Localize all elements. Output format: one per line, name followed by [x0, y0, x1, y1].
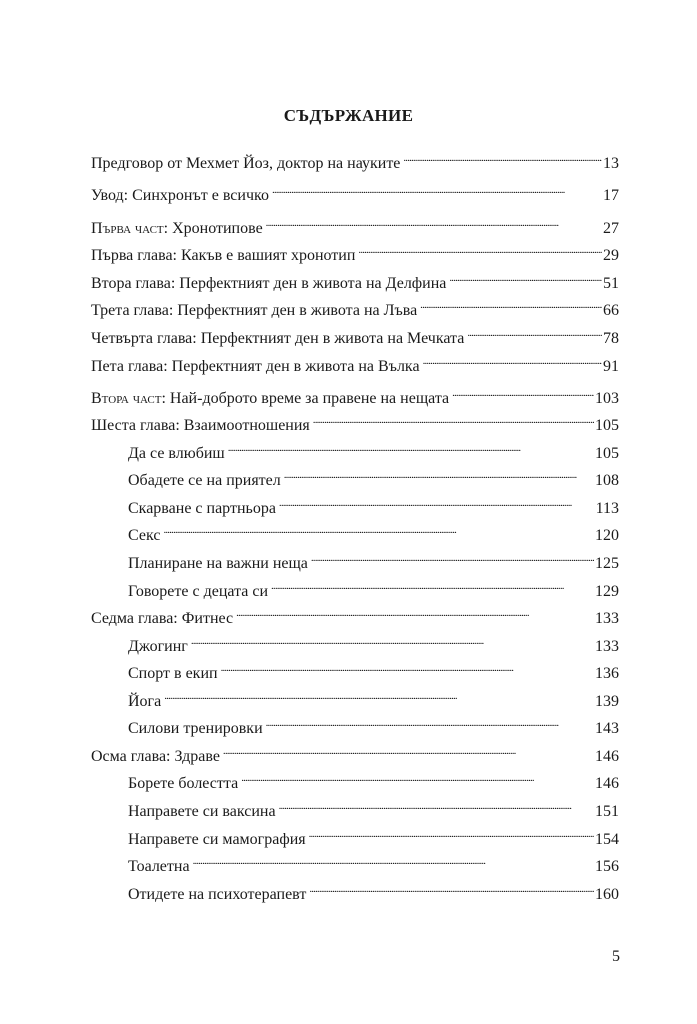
toc-subentry: [128, 774, 619, 794]
dot-leader: [309, 885, 594, 899]
dot-leader: [358, 246, 602, 260]
toc-entry-page: 27: [603, 220, 619, 237]
dot-leader: [241, 774, 594, 788]
toc-entry-label: Седма глава: Фитнес: [91, 610, 234, 627]
toc-entry-page: 133: [595, 638, 619, 655]
toc-entry: [91, 329, 619, 349]
toc-entry-page: 146: [595, 775, 619, 792]
toc-subentry: [128, 526, 619, 546]
dot-leader: [163, 526, 594, 540]
toc-entry: [91, 416, 619, 436]
toc-entry: [91, 389, 619, 409]
dot-leader: [279, 499, 595, 513]
toc-entry: [91, 186, 619, 206]
toc-entry-label: Направете си ваксина: [128, 803, 276, 820]
toc-entry-label: Спорт в екип: [128, 665, 218, 682]
toc-entry-label: Предговор от Мехмет Йоз, доктор на науките: [91, 155, 401, 172]
toc-entry-label: Секс: [128, 527, 161, 544]
toc-entry-page: 17: [603, 187, 619, 204]
dot-leader: [191, 637, 594, 651]
toc-entry: [91, 301, 619, 321]
toc-entry-label: Осма глава: Здраве: [91, 748, 220, 765]
toc-entry: [91, 357, 619, 377]
toc-entry-page: 129: [595, 583, 619, 600]
toc-entry-label: [91, 219, 263, 239]
dot-leader: [313, 416, 594, 430]
toc-subentry: [128, 664, 619, 684]
toc-entry-page: 151: [595, 803, 619, 820]
toc-entry: [91, 274, 619, 294]
toc-entry-label: Пета глава: Перфектният ден в живота на Вълка: [91, 358, 420, 375]
toc-entry-label: Да се влюбиш: [128, 445, 225, 462]
toc-entry: [91, 609, 619, 629]
toc-subentry: [128, 857, 619, 877]
dot-leader: [228, 444, 594, 458]
toc-entry-page: 160: [595, 886, 619, 903]
toc-entry-page: 133: [595, 610, 619, 627]
dot-leader: [423, 357, 602, 371]
toc-entry-page: 139: [595, 693, 619, 710]
toc-entry-label: Шеста глава: Взаимоотношения: [91, 417, 310, 434]
toc-entry-label: Йога: [128, 693, 162, 710]
toc-entry-label: Силови тренировки: [128, 720, 263, 737]
toc-entry-page: 103: [595, 390, 619, 407]
dot-leader: [223, 747, 594, 761]
page-title: СЪДЪРЖАНИЕ: [283, 106, 414, 125]
toc-entry-label: Трета глава: Перфектният ден в живота на Лъва: [91, 302, 418, 319]
dot-leader: [452, 389, 594, 403]
dot-leader: [403, 154, 602, 168]
toc-entry-page: 66: [603, 302, 619, 319]
toc-subentry: [128, 719, 619, 739]
dot-leader: [284, 471, 594, 485]
toc-entry-page: 125: [595, 555, 619, 572]
toc-subentry: [128, 802, 619, 822]
toc-subentry: [128, 554, 619, 574]
toc-entry-page: 156: [595, 858, 619, 875]
toc-entry-page: 29: [603, 247, 619, 264]
toc-subentry: [128, 499, 619, 519]
part-title: : Хронотипове: [163, 220, 263, 237]
dot-leader: [449, 274, 602, 288]
toc-entry-page: 91: [603, 358, 619, 375]
toc-subentry: [128, 582, 619, 602]
toc-entry-page: 136: [595, 665, 619, 682]
toc-entry-label: Борете болестта: [128, 775, 239, 792]
toc-entry-page: 120: [595, 527, 619, 544]
dot-leader: [236, 609, 594, 623]
part-title: : Най-доброто време за правене на нещата: [161, 390, 450, 407]
toc-entry-page: 108: [595, 472, 619, 489]
dot-leader: [221, 664, 594, 678]
toc-entry-label: Планиране на важни неща: [128, 555, 308, 572]
dot-leader: [193, 857, 594, 871]
toc-entry-label: Втора глава: Перфектният ден в живота на Делфина: [91, 275, 447, 292]
toc-entry-label: Обадете се на приятел: [128, 472, 281, 489]
toc-entry-label: Отидете на психотерапевт: [128, 886, 307, 903]
toc-subentry: [128, 471, 619, 491]
toc-entry-page: 13: [603, 155, 619, 172]
toc-entry-label: Увод: Синхронът е всичко: [91, 187, 269, 204]
dot-leader: [311, 554, 594, 568]
page-number: 5: [612, 948, 620, 965]
dot-leader: [272, 186, 602, 200]
toc-entry: [91, 154, 619, 174]
toc-subentry: [128, 637, 619, 657]
toc-entry-page: 154: [595, 831, 619, 848]
toc-entry-page: 113: [595, 500, 619, 517]
toc-entry-label: Говорете с децата си: [128, 583, 269, 600]
toc-entry-page: 143: [595, 720, 619, 737]
toc-subentry: [128, 885, 619, 905]
toc-entry-label: Направете си мамография: [128, 831, 306, 848]
toc-entry-page: 78: [603, 330, 619, 347]
toc-entry-label: Тоалетна: [128, 858, 190, 875]
dot-leader: [266, 219, 602, 233]
toc-subentry: [128, 830, 619, 850]
toc-entry-label: Скарване с партньора: [128, 500, 276, 517]
toc-entry-page: 146: [595, 748, 619, 765]
toc-entry-label: Четвърта глава: Перфектният ден в живота на Мечката: [91, 330, 465, 347]
toc-entry: [91, 219, 619, 239]
part-label: Първа част: [91, 220, 164, 237]
toc-subentry: [128, 444, 619, 464]
dot-leader: [279, 802, 594, 816]
toc-entry-label: [91, 389, 449, 409]
toc-entry-label: Първа глава: Какъв е вашият хронотип: [91, 247, 356, 264]
dot-leader: [467, 329, 602, 343]
toc-entry-label: Джогинг: [128, 638, 188, 655]
toc-entry-page: 105: [595, 417, 619, 434]
dot-leader: [271, 582, 594, 596]
dot-leader: [309, 830, 594, 844]
dot-leader: [420, 301, 602, 315]
toc-entry: [91, 747, 619, 767]
toc-subentry: [128, 692, 619, 712]
toc-entry-page: 105: [595, 445, 619, 462]
toc-entry: [91, 246, 619, 266]
part-label: Втора част: [91, 390, 162, 407]
toc-entry-page: 51: [603, 275, 619, 292]
dot-leader: [266, 719, 594, 733]
dot-leader: [164, 692, 594, 706]
